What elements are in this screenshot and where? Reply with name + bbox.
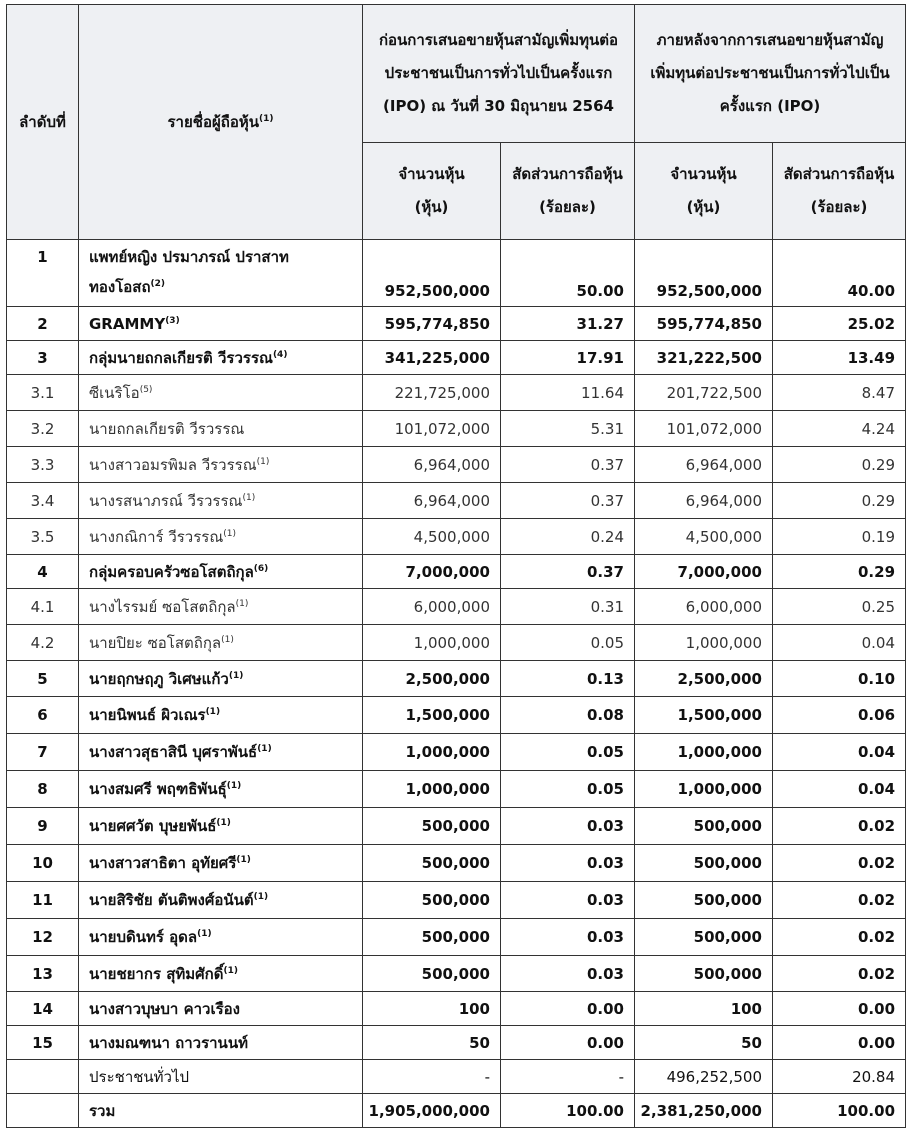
- table-row: [7, 519, 906, 555]
- footnote-marker: (1): [235, 598, 249, 609]
- row-name-text: นายศศวัต บุษยพันธ์: [89, 817, 217, 835]
- shares-before: 7,000,000: [363, 555, 501, 589]
- shares-before: 1,905,000,000: [363, 1094, 501, 1128]
- row-name: [79, 375, 363, 411]
- shares-before: 1,000,000: [363, 771, 501, 808]
- percent-before: -: [501, 1060, 635, 1094]
- percent-before: 0.31: [501, 589, 635, 625]
- row-name-text: นางสาวสุธาสินี บุศราพันธ์: [89, 743, 258, 761]
- header-name-note: (1): [258, 113, 274, 124]
- percent-after: 0.29: [773, 483, 906, 519]
- footnote-marker: (1): [257, 744, 272, 754]
- footnote-marker: (1): [242, 492, 256, 503]
- row-name: [79, 845, 363, 882]
- shares-before: 6,964,000: [363, 447, 501, 483]
- footnote-marker: (1): [205, 707, 221, 717]
- percent-before: 0.05: [501, 771, 635, 808]
- percent-after: 8.47: [773, 375, 906, 411]
- shares-before: 6,964,000: [363, 483, 501, 519]
- row-index: 7: [7, 734, 79, 771]
- shares-after: 101,072,000: [635, 411, 773, 447]
- footnote-marker: (1): [228, 670, 244, 681]
- footnote-marker: (4): [272, 349, 288, 360]
- footnote-marker: (1): [226, 781, 242, 791]
- shares-before: 500,000: [363, 919, 501, 956]
- shares-after: 500,000: [635, 845, 773, 882]
- row-name-text: นายสิริชัย ตันติพงศ์อนันต์: [89, 891, 254, 909]
- row-index: [7, 1060, 79, 1094]
- row-name-text: นางไรรมย์ ซอโสตถิกุล: [89, 597, 236, 616]
- table-row: [7, 734, 906, 771]
- row-index: 4.1: [7, 589, 79, 625]
- row-index: 2: [7, 307, 79, 341]
- table-row: [7, 992, 906, 1026]
- row-name-text: นายบดินทร์ อุดล: [89, 928, 198, 946]
- percent-before: 0.05: [501, 734, 635, 771]
- percent-after: 0.00: [773, 992, 906, 1026]
- table-row: [7, 661, 906, 697]
- row-index: 5: [7, 661, 79, 697]
- row-index: 4: [7, 555, 79, 589]
- table-row: [7, 483, 906, 519]
- percent-before: 50.00: [501, 240, 635, 307]
- row-name-text: นางสาวบุษบา คาวเรือง: [89, 999, 240, 1018]
- shares-after: 496,252,500: [635, 1060, 773, 1094]
- shares-after: 2,381,250,000: [635, 1094, 773, 1128]
- table-row: [7, 697, 906, 734]
- shares-before: 50: [363, 1026, 501, 1060]
- footnote-marker: (1): [223, 965, 238, 976]
- row-name: [79, 411, 363, 447]
- table-row: [7, 882, 906, 919]
- row-name-text: ซีเนริโอ: [89, 383, 140, 402]
- row-name: [79, 956, 363, 992]
- shares-after: 4,500,000: [635, 519, 773, 555]
- percent-before: 0.00: [501, 1026, 635, 1060]
- table-row: [7, 411, 906, 447]
- footnote-marker: (1): [256, 456, 270, 467]
- shares-before: 101,072,000: [363, 411, 501, 447]
- footnote-marker: (5): [139, 384, 153, 395]
- row-name: [79, 341, 363, 375]
- footnote-marker: (1): [197, 929, 212, 939]
- percent-before: 0.05: [501, 625, 635, 661]
- shares-after: 6,964,000: [635, 447, 773, 483]
- row-index: 15: [7, 1026, 79, 1060]
- percent-before: 100.00: [501, 1094, 635, 1128]
- shares-after: 1,000,000: [635, 734, 773, 771]
- table-row: [7, 307, 906, 341]
- shares-after: 500,000: [635, 882, 773, 919]
- row-name: [79, 697, 363, 734]
- row-name: [79, 771, 363, 808]
- table-row: [7, 341, 906, 375]
- row-name-text: GRAMMY: [89, 314, 166, 333]
- row-name-text: กลุ่มครอบครัวซอโสตถิกุล: [89, 562, 254, 581]
- table-row: [7, 1026, 906, 1060]
- header-name: [79, 5, 363, 240]
- shares-before: 1,000,000: [363, 625, 501, 661]
- shares-before: 952,500,000: [363, 240, 501, 307]
- shares-before: 341,225,000: [363, 341, 501, 375]
- row-name: [79, 882, 363, 919]
- shares-after: 2,500,000: [635, 661, 773, 697]
- footnote-marker: (2): [150, 279, 166, 289]
- shares-after: 500,000: [635, 808, 773, 845]
- row-name-text: ทองโอสถ: [89, 278, 151, 296]
- row-index: 1: [7, 240, 79, 307]
- percent-before: 0.03: [501, 956, 635, 992]
- row-name: [79, 447, 363, 483]
- total-row: [7, 1094, 906, 1128]
- percent-before: 31.27: [501, 307, 635, 341]
- percent-before: 0.37: [501, 483, 635, 519]
- percent-before: 17.91: [501, 341, 635, 375]
- row-name: [79, 1026, 363, 1060]
- shares-after: 952,500,000: [635, 240, 773, 307]
- row-index: 3.5: [7, 519, 79, 555]
- table-row: [7, 919, 906, 956]
- row-name: [79, 589, 363, 625]
- shares-before: 595,774,850: [363, 307, 501, 341]
- percent-after: 0.02: [773, 845, 906, 882]
- percent-before: 5.31: [501, 411, 635, 447]
- shares-after: 500,000: [635, 956, 773, 992]
- row-name-text: นางมณฑนา ถาวรานนท์: [89, 1033, 248, 1052]
- percent-after: 0.29: [773, 447, 906, 483]
- row-name-text: นายปิยะ ซอโสตถิกุล: [89, 633, 222, 652]
- percent-before: 0.03: [501, 919, 635, 956]
- row-name-line1: แพทย์หญิง ปรมาภรณ์ ปราสาท: [89, 248, 289, 266]
- percent-after: 0.04: [773, 771, 906, 808]
- shares-before: 500,000: [363, 956, 501, 992]
- header-name-label: รายชื่อผู้ถือหุ้น: [167, 112, 259, 131]
- shares-before: 2,500,000: [363, 661, 501, 697]
- percent-after: 0.02: [773, 808, 906, 845]
- shares-after: 595,774,850: [635, 307, 773, 341]
- shares-after: 50: [635, 1026, 773, 1060]
- row-index: 10: [7, 845, 79, 882]
- row-name: [79, 919, 363, 956]
- shares-before: 1,000,000: [363, 734, 501, 771]
- table-row: [7, 808, 906, 845]
- footnote-marker: (1): [236, 855, 251, 865]
- row-name-text: นางสาวอมรพิมล วีรวรรณ: [89, 455, 257, 474]
- percent-after: 100.00: [773, 1094, 906, 1128]
- row-name-text: นางรสนาภรณ์ วีรวรรณ: [89, 491, 243, 510]
- footnote-marker: (1): [253, 892, 269, 902]
- header-percent-before: สัดส่วนการถือหุ้น (ร้อยละ): [501, 143, 635, 240]
- table-row: [7, 771, 906, 808]
- shares-before: 6,000,000: [363, 589, 501, 625]
- percent-before: 0.03: [501, 845, 635, 882]
- shares-after: 1,500,000: [635, 697, 773, 734]
- percent-after: 0.02: [773, 956, 906, 992]
- row-name: [79, 483, 363, 519]
- percent-after: 0.02: [773, 919, 906, 956]
- header-index: ลำดับที่: [7, 5, 79, 240]
- public-row: [7, 1060, 906, 1094]
- percent-before: 0.37: [501, 447, 635, 483]
- row-index: 9: [7, 808, 79, 845]
- header-after-ipo: ภายหลังจากการเสนอขายหุ้นสามัญเพิ่มทุนต่อประชาชนเป็นการทั่วไปเป็นครั้งแรก (IPO): [635, 5, 906, 143]
- percent-after: 0.04: [773, 734, 906, 771]
- shares-after: 321,222,500: [635, 341, 773, 375]
- row-name: [79, 734, 363, 771]
- percent-after: 40.00: [773, 240, 906, 307]
- shares-after: 7,000,000: [635, 555, 773, 589]
- percent-before: 0.00: [501, 992, 635, 1026]
- row-index: 3.4: [7, 483, 79, 519]
- percent-before: 0.08: [501, 697, 635, 734]
- row-name: [79, 240, 363, 307]
- shares-before: 500,000: [363, 882, 501, 919]
- shares-after: 6,964,000: [635, 483, 773, 519]
- row-name-text: นายฤกษฤภู วิเศษแก้ว: [89, 669, 229, 688]
- row-name: [79, 661, 363, 697]
- shares-after: 500,000: [635, 919, 773, 956]
- table-row: [7, 845, 906, 882]
- percent-after: 0.06: [773, 697, 906, 734]
- percent-after: 0.02: [773, 882, 906, 919]
- percent-after: 0.19: [773, 519, 906, 555]
- shares-before: 500,000: [363, 808, 501, 845]
- shares-after: 201,722,500: [635, 375, 773, 411]
- percent-after: 25.02: [773, 307, 906, 341]
- percent-before: 0.37: [501, 555, 635, 589]
- percent-after: 0.10: [773, 661, 906, 697]
- row-name: [79, 307, 363, 341]
- percent-after: 0.04: [773, 625, 906, 661]
- shares-after: 6,000,000: [635, 589, 773, 625]
- percent-after: 0.00: [773, 1026, 906, 1060]
- row-index: 12: [7, 919, 79, 956]
- table-row: [7, 240, 906, 307]
- row-name-text: นายชยากร สุทิมศักดิ์: [89, 964, 224, 983]
- row-index: 11: [7, 882, 79, 919]
- percent-before: 0.03: [501, 808, 635, 845]
- footnote-marker: (1): [223, 528, 237, 539]
- row-name-text: นางสาวสาธิตา อุทัยศรี: [89, 854, 237, 872]
- footnote-marker: (1): [216, 818, 231, 828]
- row-name: [79, 519, 363, 555]
- shareholder-table: [6, 4, 906, 1128]
- row-name: [79, 992, 363, 1026]
- shares-before: 4,500,000: [363, 519, 501, 555]
- table-row: [7, 447, 906, 483]
- row-name: [79, 555, 363, 589]
- header-before-ipo: ก่อนการเสนอขายหุ้นสามัญเพิ่มทุนต่อประชาชนเป็นการทั่วไปเป็นครั้งแรก (IPO) ณ วันที่ 30 มิถุนายน 2564: [363, 5, 635, 143]
- row-name: ประชาชนทั่วไป: [79, 1060, 363, 1094]
- header-shares-before: จำนวนหุ้น (หุ้น): [363, 143, 501, 240]
- percent-before: 0.24: [501, 519, 635, 555]
- shares-before: -: [363, 1060, 501, 1094]
- percent-before: 0.13: [501, 661, 635, 697]
- footnote-marker: (3): [165, 315, 180, 326]
- row-name-text: กลุ่มนายถกลเกียรติ วีรวรรณ: [89, 348, 273, 367]
- row-index: 3.2: [7, 411, 79, 447]
- row-index: 14: [7, 992, 79, 1026]
- percent-before: 11.64: [501, 375, 635, 411]
- table-row: [7, 625, 906, 661]
- row-name-text: นางกณิการ์ วีรวรรณ: [89, 527, 224, 546]
- row-index: [7, 1094, 79, 1128]
- row-name-text: นายถกลเกียรติ วีรวรรณ: [89, 419, 245, 438]
- footnote-marker: (6): [253, 563, 269, 574]
- percent-before: 0.03: [501, 882, 635, 919]
- table-row: [7, 555, 906, 589]
- table-row: [7, 956, 906, 992]
- shares-before: 500,000: [363, 845, 501, 882]
- table-body: [7, 240, 906, 1128]
- header-percent-after: สัดส่วนการถือหุ้น (ร้อยละ): [773, 143, 906, 240]
- row-name-text: นายนิพนธ์ ผิวเณร: [89, 706, 206, 724]
- percent-after: 20.84: [773, 1060, 906, 1094]
- row-index: 6: [7, 697, 79, 734]
- row-name: [79, 808, 363, 845]
- shares-after: 1,000,000: [635, 771, 773, 808]
- footnote-marker: (1): [221, 634, 234, 645]
- shares-before: 100: [363, 992, 501, 1026]
- percent-after: 0.25: [773, 589, 906, 625]
- row-index: 8: [7, 771, 79, 808]
- row-index: 13: [7, 956, 79, 992]
- percent-after: 13.49: [773, 341, 906, 375]
- row-index: 4.2: [7, 625, 79, 661]
- percent-after: 4.24: [773, 411, 906, 447]
- table-row: [7, 375, 906, 411]
- table-row: [7, 589, 906, 625]
- percent-after: 0.29: [773, 555, 906, 589]
- row-index: 3: [7, 341, 79, 375]
- shares-after: 100: [635, 992, 773, 1026]
- row-index: 3.1: [7, 375, 79, 411]
- shares-after: 1,000,000: [635, 625, 773, 661]
- shares-before: 221,725,000: [363, 375, 501, 411]
- row-name: [79, 625, 363, 661]
- row-index: 3.3: [7, 447, 79, 483]
- shares-before: 1,500,000: [363, 697, 501, 734]
- row-name: รวม: [79, 1094, 363, 1128]
- row-name-text: นางสมศรี พฤฑธิพันธุ์: [89, 780, 227, 798]
- header-shares-after: จำนวนหุ้น (หุ้น): [635, 143, 773, 240]
